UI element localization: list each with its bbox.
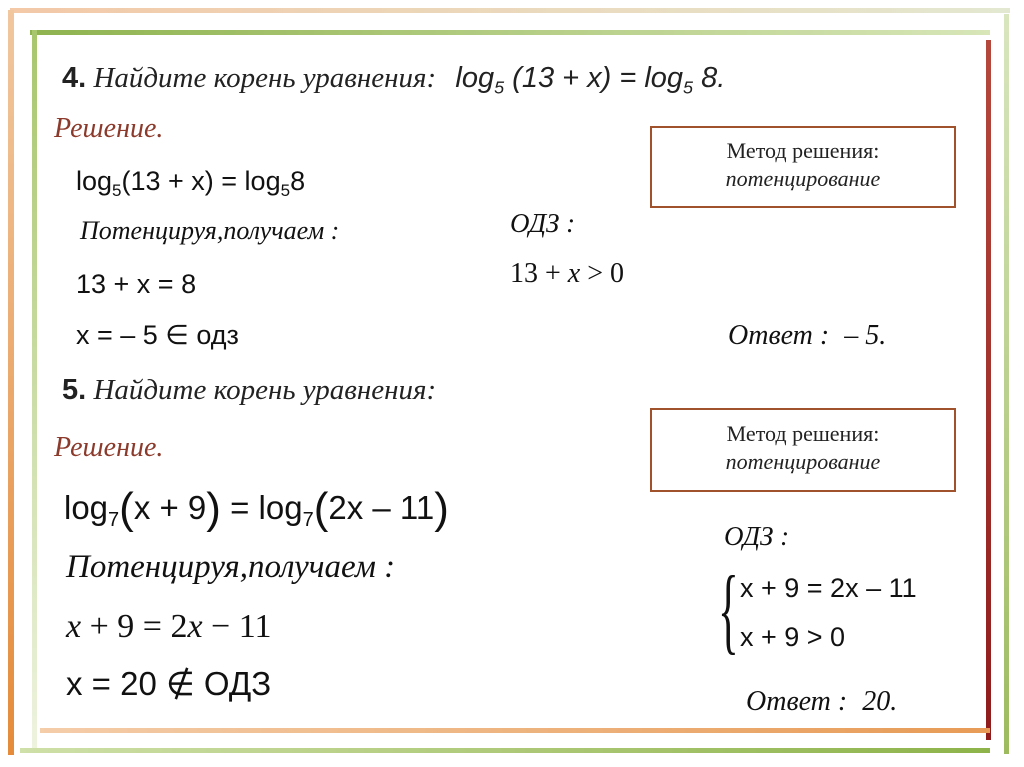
- task5-line-potentiating: Потенцируя,получаем :: [66, 549, 396, 585]
- task5-line-equation: x + 9 = 2x − 11: [66, 608, 272, 645]
- task4-equation: $\log_5 (13 + x) = \log_5 8$.: [455, 62, 726, 98]
- task5-line-log: $\log_7(x + 9) = \log_7(2x - 11)$: [64, 484, 449, 533]
- task4-line-equation: 13 + x = 8: [76, 269, 197, 299]
- task4-answer-label: Ответ :: [728, 320, 830, 351]
- task5-answer-label: Ответ :: [746, 686, 848, 717]
- task5-answer-value: 20.: [862, 686, 898, 717]
- right-red-bar: [986, 40, 991, 740]
- task5-heading: [62, 374, 436, 407]
- task4-answer: [728, 320, 886, 352]
- right-green-bar: [1004, 14, 1009, 754]
- task4-line-potentiating: Потенцируя,получаем :: [80, 216, 340, 245]
- task4-method-box: [650, 126, 956, 208]
- task5-method-line2: потенцирование: [725, 449, 881, 474]
- task5-method-line1: Метод решения:: [726, 421, 880, 446]
- top-green-bar: [30, 30, 990, 35]
- task5-odz-eq1: x + 9 = 2x – 11: [740, 573, 917, 603]
- task4-line-root: x = – 5 ∈ одз: [76, 320, 239, 350]
- task4-prompt: Найдите корень уравнения:: [93, 62, 437, 94]
- task4-answer-value: – 5.: [844, 320, 887, 351]
- task5-odz-brace: {: [718, 556, 739, 663]
- task4-method-line2: потенцирование: [725, 166, 881, 191]
- left-green-bar: [32, 30, 37, 750]
- task5-odz-eq2: x + 9 > 0: [740, 622, 846, 652]
- task4-solution-label: Решение.: [54, 113, 164, 144]
- task5-number: 5.: [62, 374, 87, 406]
- task5-solution-label: Решение.: [54, 432, 164, 463]
- task4-line-log: $\log_5(13 + x) = \log_58$: [76, 166, 306, 200]
- left-orange-bar: [8, 10, 14, 755]
- task4-number: 4.: [62, 62, 87, 94]
- task5-odz-label: ОДЗ :: [724, 521, 790, 551]
- top-gradient-bar: [10, 8, 1010, 13]
- task5-line-root: x = 20 ∉ ОДЗ: [66, 665, 272, 702]
- task4-odz-label: ОДЗ :: [510, 208, 576, 238]
- task5-answer: [746, 686, 897, 718]
- bottom-orange-bar: [40, 728, 990, 733]
- bottom-green-bar: [20, 748, 990, 753]
- task4-odz-condition: 13 + x > 0: [510, 258, 625, 289]
- task4-heading: [62, 62, 725, 98]
- task5-prompt: Найдите корень уравнения:: [93, 374, 437, 406]
- task4-method-line1: Метод решения:: [726, 138, 880, 163]
- task5-method-box: [650, 408, 956, 492]
